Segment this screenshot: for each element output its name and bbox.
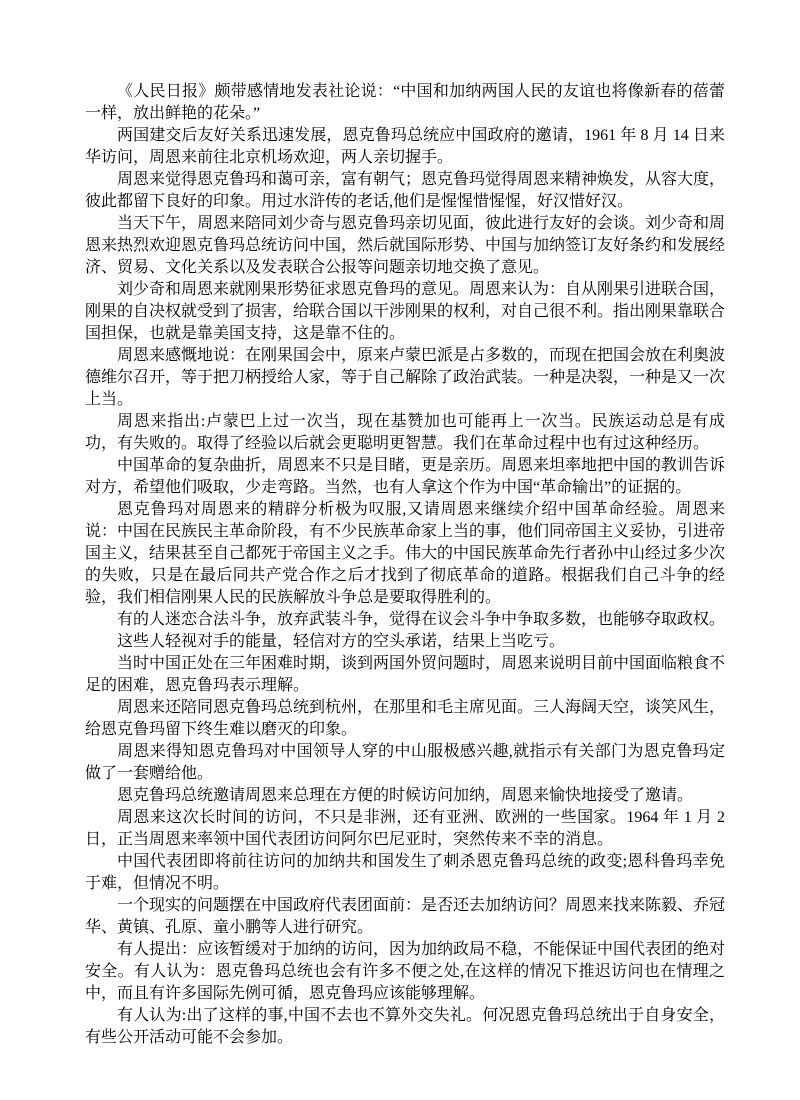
paragraph: 恩克鲁玛对周恩来的精辟分析极为叹服,又请周恩来继续介绍中国革命经验。周恩来说：中国在民族民主革命阶段，有不少民族革命家上当的事，他们同帝国主义妥协，引进帝国主义，结果甚至自己都死于帝国主义之手。伟大的中国民族革命先行者孙中山经过多少次的失败，只是在最后同共产党合作之后才找到了彻底革命的道路。根据我们自己斗争的经验，我们相信刚果人民的民族解放斗争总是要取得胜利的。: [85, 501, 726, 606]
paragraph: 周恩来还陪同恩克鲁玛总统到杭州，在那里和毛主席见面。三人海阔天空，谈笑风生，给恩克鲁玛留下终生难以磨灭的印象。: [85, 699, 726, 738]
paragraph: 当时中国正处在三年困难时期，谈到两国外贸问题时，周恩来说明目前中国面临粮食不足的困难，恩克鲁玛表示理解。: [85, 655, 726, 694]
paragraph: 刘少奇和周恩来就刚果形势征求恩克鲁玛的意见。周恩来认为：自从刚果引进联合国，刚果的自决权就受到了损害，给联合国以干涉刚果的权利，对自己很不利。指出刚果靠联合国担保，也就是靠美国支持，这是靠不住的。: [85, 281, 726, 342]
paragraph: 《人民日报》颇带感情地发表社论说：“中国和加纳两国人民的友谊也将像新春的蓓蕾一样，放出鲜艳的花朵。”: [85, 83, 725, 122]
paragraph: 当天下午，周恩来陪同刘少奇与恩克鲁玛亲切见面，彼此进行友好的会谈。刘少奇和周恩来热烈欢迎恩克鲁玛总统访问中国，然后就国际形势、中国与加纳签订友好条约和发展经济、贸易、文化关系以及发表联合公报等问题亲切地交换了意见。: [85, 215, 726, 276]
paragraph: 有人提出：应该暂缓对于加纳的访问，因为加纳政局不稳，不能保证中国代表团的绝对安全。有人认为：恩克鲁玛总统也会有许多不便之处,在这样的情况下推迟访问也在情理之中，而且有许多国际先例可循，恩克鲁玛应该能够理解。: [85, 941, 726, 1002]
paragraph: 这些人轻视对手的能量，轻信对方的空头承诺，结果上当吃亏。: [117, 633, 566, 650]
paragraph: 中国代表团即将前往访问的加纳共和国发生了刺杀恩克鲁玛总统的政变;恩科鲁玛幸免于难，但情况不明。: [85, 853, 725, 892]
paragraph: 周恩来感慨地说：在刚果国会中，原来卢蒙巴派是占多数的，而现在把国会放在利奥波德维尔召开，等于把刀柄授给人家，等于自己解除了政治武装。一种是决裂，一种是又一次上当。: [85, 347, 726, 408]
paragraph: 有人认为:出了这样的事,中国不去也不算外交失礼。何况恩克鲁玛总统出于自身安全，有些公开活动可能不会参加。: [85, 1007, 725, 1046]
paragraph: 周恩来这次长时间的访问，不只是非洲，还有亚洲、欧洲的一些国家。1964 年 1 月 2 日，正当周恩来率领中国代表团访问阿尔巴尼亚时，突然传来不幸的消息。: [85, 809, 725, 848]
paragraph: 中国革命的复杂曲折，周恩来不只是目睹，更是亲历。周恩来坦率地把中国的教训告诉对方，希望他们吸取，少走弯路。当然，也有人拿这个作为中国“革命输出”的证据的。: [85, 457, 726, 496]
paragraph: 周恩来指出:卢蒙巴上过一次当，现在基赞加也可能再上一次当。民族运动总是有成功，有失败的。取得了经验以后就会更聪明更智慧。我们在革命过程中也有过这种经历。: [85, 413, 725, 452]
paragraph: 一个现实的问题摆在中国政府代表团面前：是否还去加纳访问？周恩来找来陈毅、乔冠华、黄镇、孔原、童小鹏等人进行研究。: [85, 897, 726, 936]
paragraph: 两国建交后友好关系迅速发展，恩克鲁玛总统应中国政府的邀请，1961 年 8 月 14 日来华访问，周恩来前往北京机场欢迎，两人亲切握手。: [85, 127, 725, 166]
paragraph: 周恩来觉得恩克鲁玛和蔼可亲，富有朝气；恩克鲁玛觉得周恩来精神焕发，从容大度，彼此都留下良好的印象。用过水浒传的老话,他们是惺惺惜惺惺，好汉惜好汉。: [85, 171, 726, 210]
paragraph: 周恩来得知恩克鲁玛对中国领导人穿的中山服极感兴趣,就指示有关部门为恩克鲁玛定做了一套赠给他。: [85, 743, 725, 782]
paragraph: 恩克鲁玛总统邀请周恩来总理在方便的时候访问加纳，周恩来愉快地接受了邀请。: [117, 787, 694, 804]
paragraph: 有的人迷恋合法斗争，放弃武装斗争，觉得在议会斗争中争取多数，也能够夺取政权。: [117, 611, 726, 628]
